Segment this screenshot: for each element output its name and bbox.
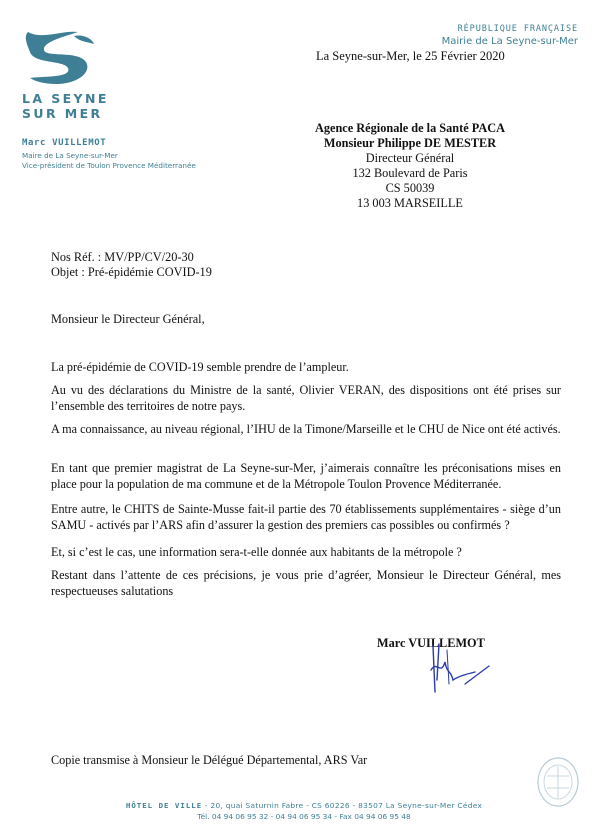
- body-paragraph-4: En tant que premier magistrat de La Seyne-sur-Mer, j’aimerais connaître les préconisations mises en place pour la population de ma commune et de la Métropole Toulon Provence Méditerranée.: [51, 461, 561, 491]
- sender-name: Marc VUILLEMOT: [22, 138, 107, 148]
- subject-line: Objet : Pré-épidémie COVID-19: [51, 265, 212, 279]
- logo-line-2: SUR MER: [22, 106, 103, 121]
- copy-recipient-line: Copie transmise à Monsieur le Délégué Départemental, ARS Var: [51, 753, 368, 767]
- logo-line-1: LA SEYNE: [22, 91, 109, 106]
- footer-address: [0, 801, 608, 810]
- recipient-role: Directeur Général: [365, 151, 455, 165]
- footer-address-text: - 20, quai Saturnin Fabre - CS 60226 - 83507 La Seyne-sur-Mer Cédex: [202, 801, 483, 810]
- body-paragraph-5: Entre autre, le CHITS de Sainte-Musse fait-il partie des 70 établissements supplémentaires - siège d’un SAMU - activés par l’ARS afin d’assurer la gestion des premiers cas possibles ou confirmés ?: [51, 502, 561, 532]
- signature-name: Marc VUILLEMOT: [377, 636, 485, 650]
- body-paragraph-3: A ma connaissance, au niveau régional, l’IHU de la Timone/Marseille et le CHU de Nice ont été activés.: [51, 422, 561, 436]
- date-line: La Seyne-sur-Mer, le 25 Février 2020: [316, 49, 505, 63]
- handwritten-signature: [405, 640, 495, 700]
- mairie-heading: Mairie de La Seyne-sur-Mer: [441, 36, 578, 47]
- body-paragraph-7: Restant dans l’attente de ces précisions, je vous prie d’agréer, Monsieur le Directeur Général, mes respectueuses salutations: [51, 568, 561, 598]
- republic-heading: RÉPUBLIQUE FRANÇAISE: [457, 24, 578, 34]
- salutation: Monsieur le Directeur Général,: [51, 312, 205, 326]
- sender-title-1: Maire de La Seyne-sur-Mer: [22, 151, 118, 160]
- s-logo-icon: [22, 28, 98, 88]
- footer-label: HÔTEL DE VILLE: [125, 801, 203, 810]
- recipient-street: 132 Boulevard de Paris: [352, 166, 468, 180]
- recipient-cs: CS 50039: [385, 181, 435, 195]
- body-paragraph-1: La pré-épidémie de COVID-19 semble prendre de l’ampleur.: [51, 360, 349, 374]
- reference-line: Nos Réf. : MV/PP/CV/20-30: [51, 250, 194, 264]
- recipient-org: Agence Régionale de la Santé PACA: [314, 121, 505, 135]
- logo-wordmark: [22, 91, 109, 121]
- footer-phones: Tél. 04 94 06 95 32 - 04 94 06 95 34 - Fax 04 94 06 95 48: [197, 812, 411, 821]
- body-paragraph-6: Et, si c’est le cas, une information sera-t-elle donnée aux habitants de la métropole ?: [51, 545, 462, 559]
- recipient-city: 13 003 MARSEILLE: [357, 196, 463, 210]
- body-paragraph-2: Au vu des déclarations du Ministre de la santé, Olivier VERAN, des dispositions ont été prises sur l’ensemble des territoires de notre pays.: [51, 383, 561, 413]
- recipient-person: Monsieur Philippe DE MESTER: [323, 136, 497, 150]
- sender-title-2: Vice-président de Toulon Provence Méditerranée: [22, 161, 196, 170]
